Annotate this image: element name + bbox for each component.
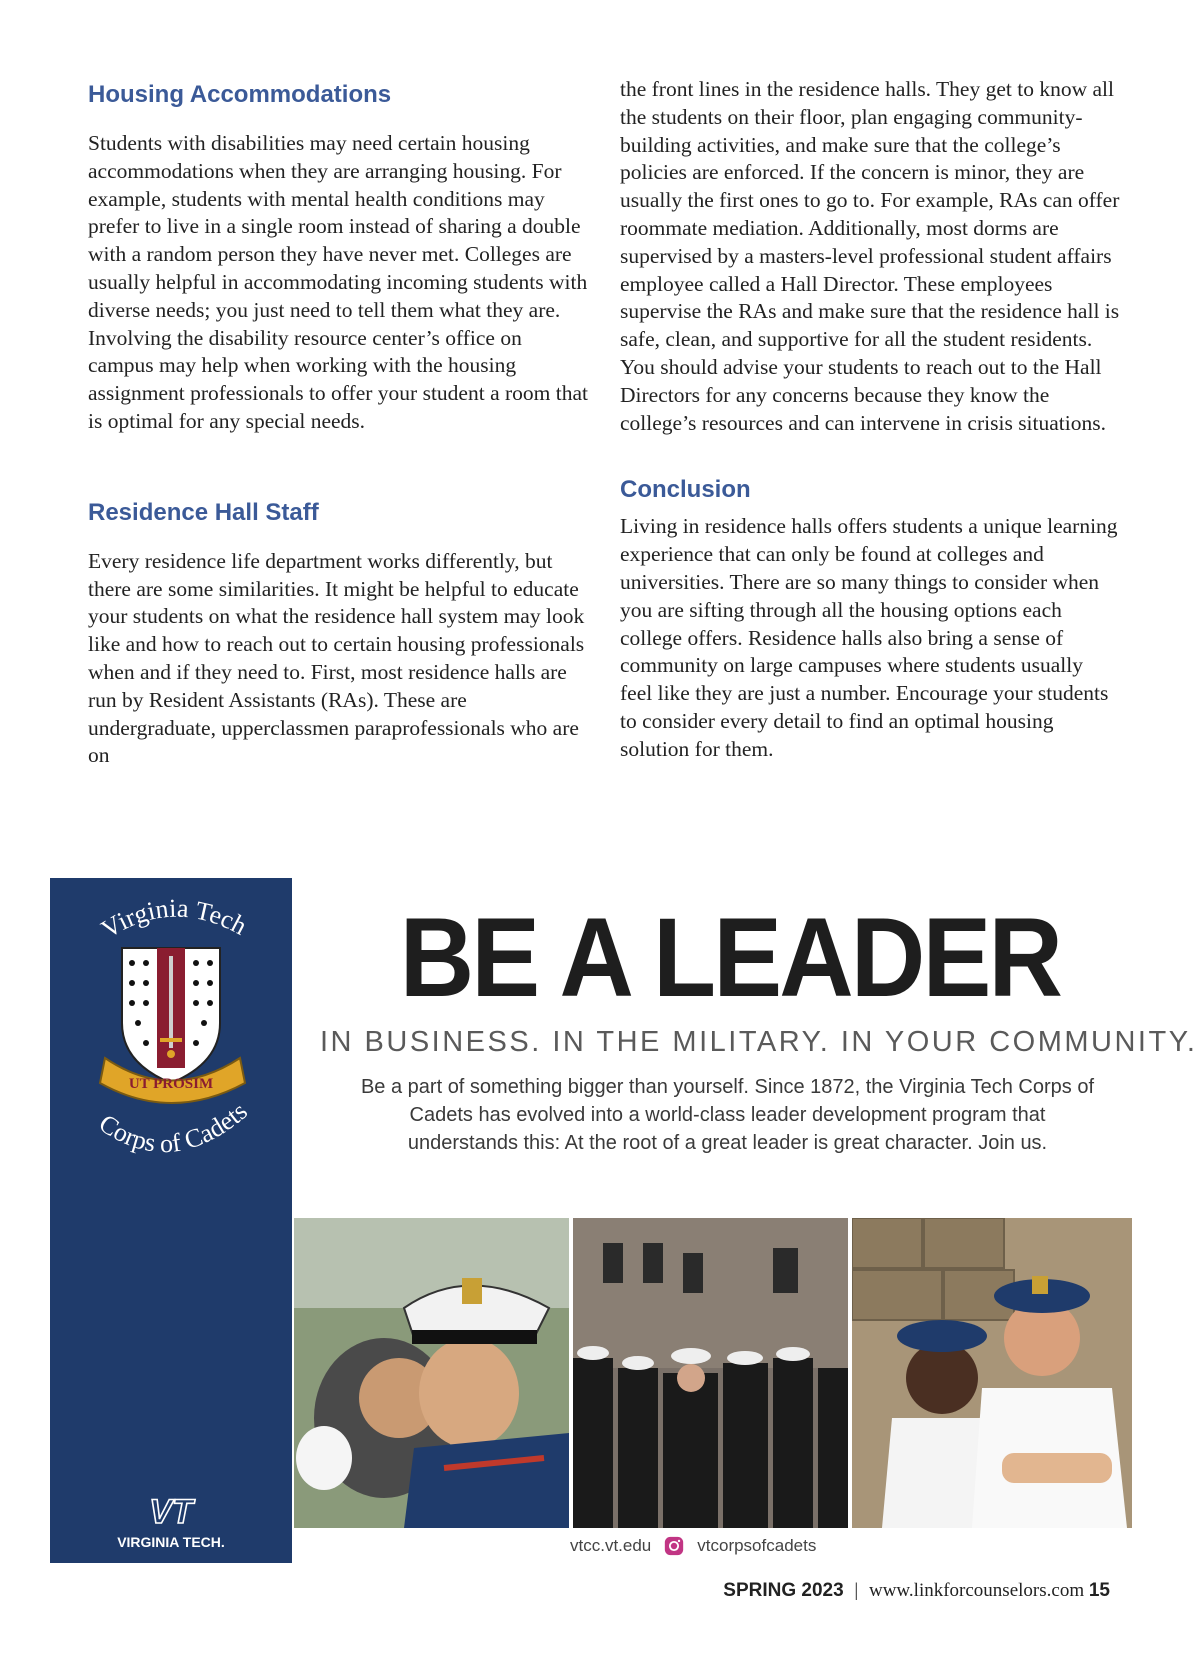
housing-body: Students with disabilities may need certain housing accommodations when they are arranging housing. For example, students with mental health conditions may prefer to live in a single room instead of sharing a double with a random person they have never met. Colleges are usually helpful in accommodating incoming students with diverse needs; you just need to tell them what they are. Involving the disability resource center’s office on campus may help when working with the housing assignment professionals to offer your student a room that is optimal for any special needs. — [88, 131, 588, 433]
crest-motto: UT PROSIM — [128, 1076, 214, 1092]
left-column — [88, 80, 588, 770]
ad-instagram-handle[interactable]: vtcorpsofcadets — [697, 1536, 817, 1555]
page-footer — [723, 1580, 1110, 1602]
page-number: 15 — [1088, 1580, 1110, 1601]
footer-separator: | — [854, 1580, 859, 1601]
crest-bottom-text: Corps of Cadets — [93, 1096, 253, 1159]
staff-body-right: the front lines in the residence halls. They get to know all the students on their floor, plan engaging community-building activities, and make sure that the college’s policies are enforced. If the concern is minor, they are usually the first ones to go to. For example, RAs can offer roommate mediation. Additionally, most dorms are supervised by a masters-level professional student affairs employee called a Hall Director. These employees supervise the RAs and make sure that the residence hall is safe, clean, and supportive for all the student residents. You should advise your students to reach out to the Hall Directors for any concerns because they know the college’s resources and can intervene in crisis situations. — [620, 77, 1120, 435]
crest-top-text: Virginia Tech — [96, 893, 252, 945]
ad-sidebar — [50, 878, 292, 1563]
staff-heading: Residence Hall Staff — [88, 498, 319, 526]
ad-links — [570, 1533, 970, 1559]
ad-subhead: IN BUSINESS. IN THE MILITARY. IN YOUR COMMUNITY. — [320, 1026, 1198, 1058]
virginia-tech-logo — [50, 1493, 292, 1553]
housing-heading: Housing Accommodations — [88, 81, 392, 108]
ad-body: Be a part of something bigger than yourself. Since 1872, the Virginia Tech Corps of Cadets has evolved into a world-class leader development program that understands this: At the root of a great leader is great character. Join us. — [360, 1076, 1095, 1154]
corps-of-cadets-ad[interactable] — [50, 878, 1198, 1563]
cadets-hug-photo — [294, 1218, 569, 1528]
staff-body-left: Every residence life department works differently, but there are some similarities. It might be helpful to educate your students on what the residence hall system may look like and how to reach out to certain housing professionals when and if they need to. First, most residence halls are run by Resident Assistants (RAs). These are undergraduate, upperclassmen paraprofessionals who are on — [88, 548, 585, 768]
cadets-formation-photo — [573, 1218, 848, 1528]
cadets-smiling-photo — [852, 1218, 1132, 1528]
conclusion-heading: Conclusion — [620, 476, 751, 504]
conclusion-body: Living in residence halls offers students a unique learning experience that can only be found at colleges and universities. There are so many things to consider when you are sifting through all the housing options each college offers. Residence halls also bring a sense of community on large campuses where students usually feel like they are just a number. Encourage your students to consider every detail to find an optimal housing solution for them. — [620, 514, 1118, 761]
vt-logo-mark: VT — [149, 1493, 193, 1531]
footer-website[interactable]: www.linkforcounselors.com — [868, 1580, 1085, 1601]
vt-logo-text: VIRGINIA TECH. — [117, 1534, 225, 1550]
right-column — [620, 76, 1120, 764]
ad-headline: BE A LEADER — [399, 895, 1061, 1020]
corps-crest-logo — [50, 878, 292, 1178]
issue-label: SPRING 2023 — [723, 1580, 844, 1601]
ad-website-link[interactable]: vtcc.vt.edu — [570, 1536, 652, 1555]
instagram-icon — [663, 1535, 685, 1557]
